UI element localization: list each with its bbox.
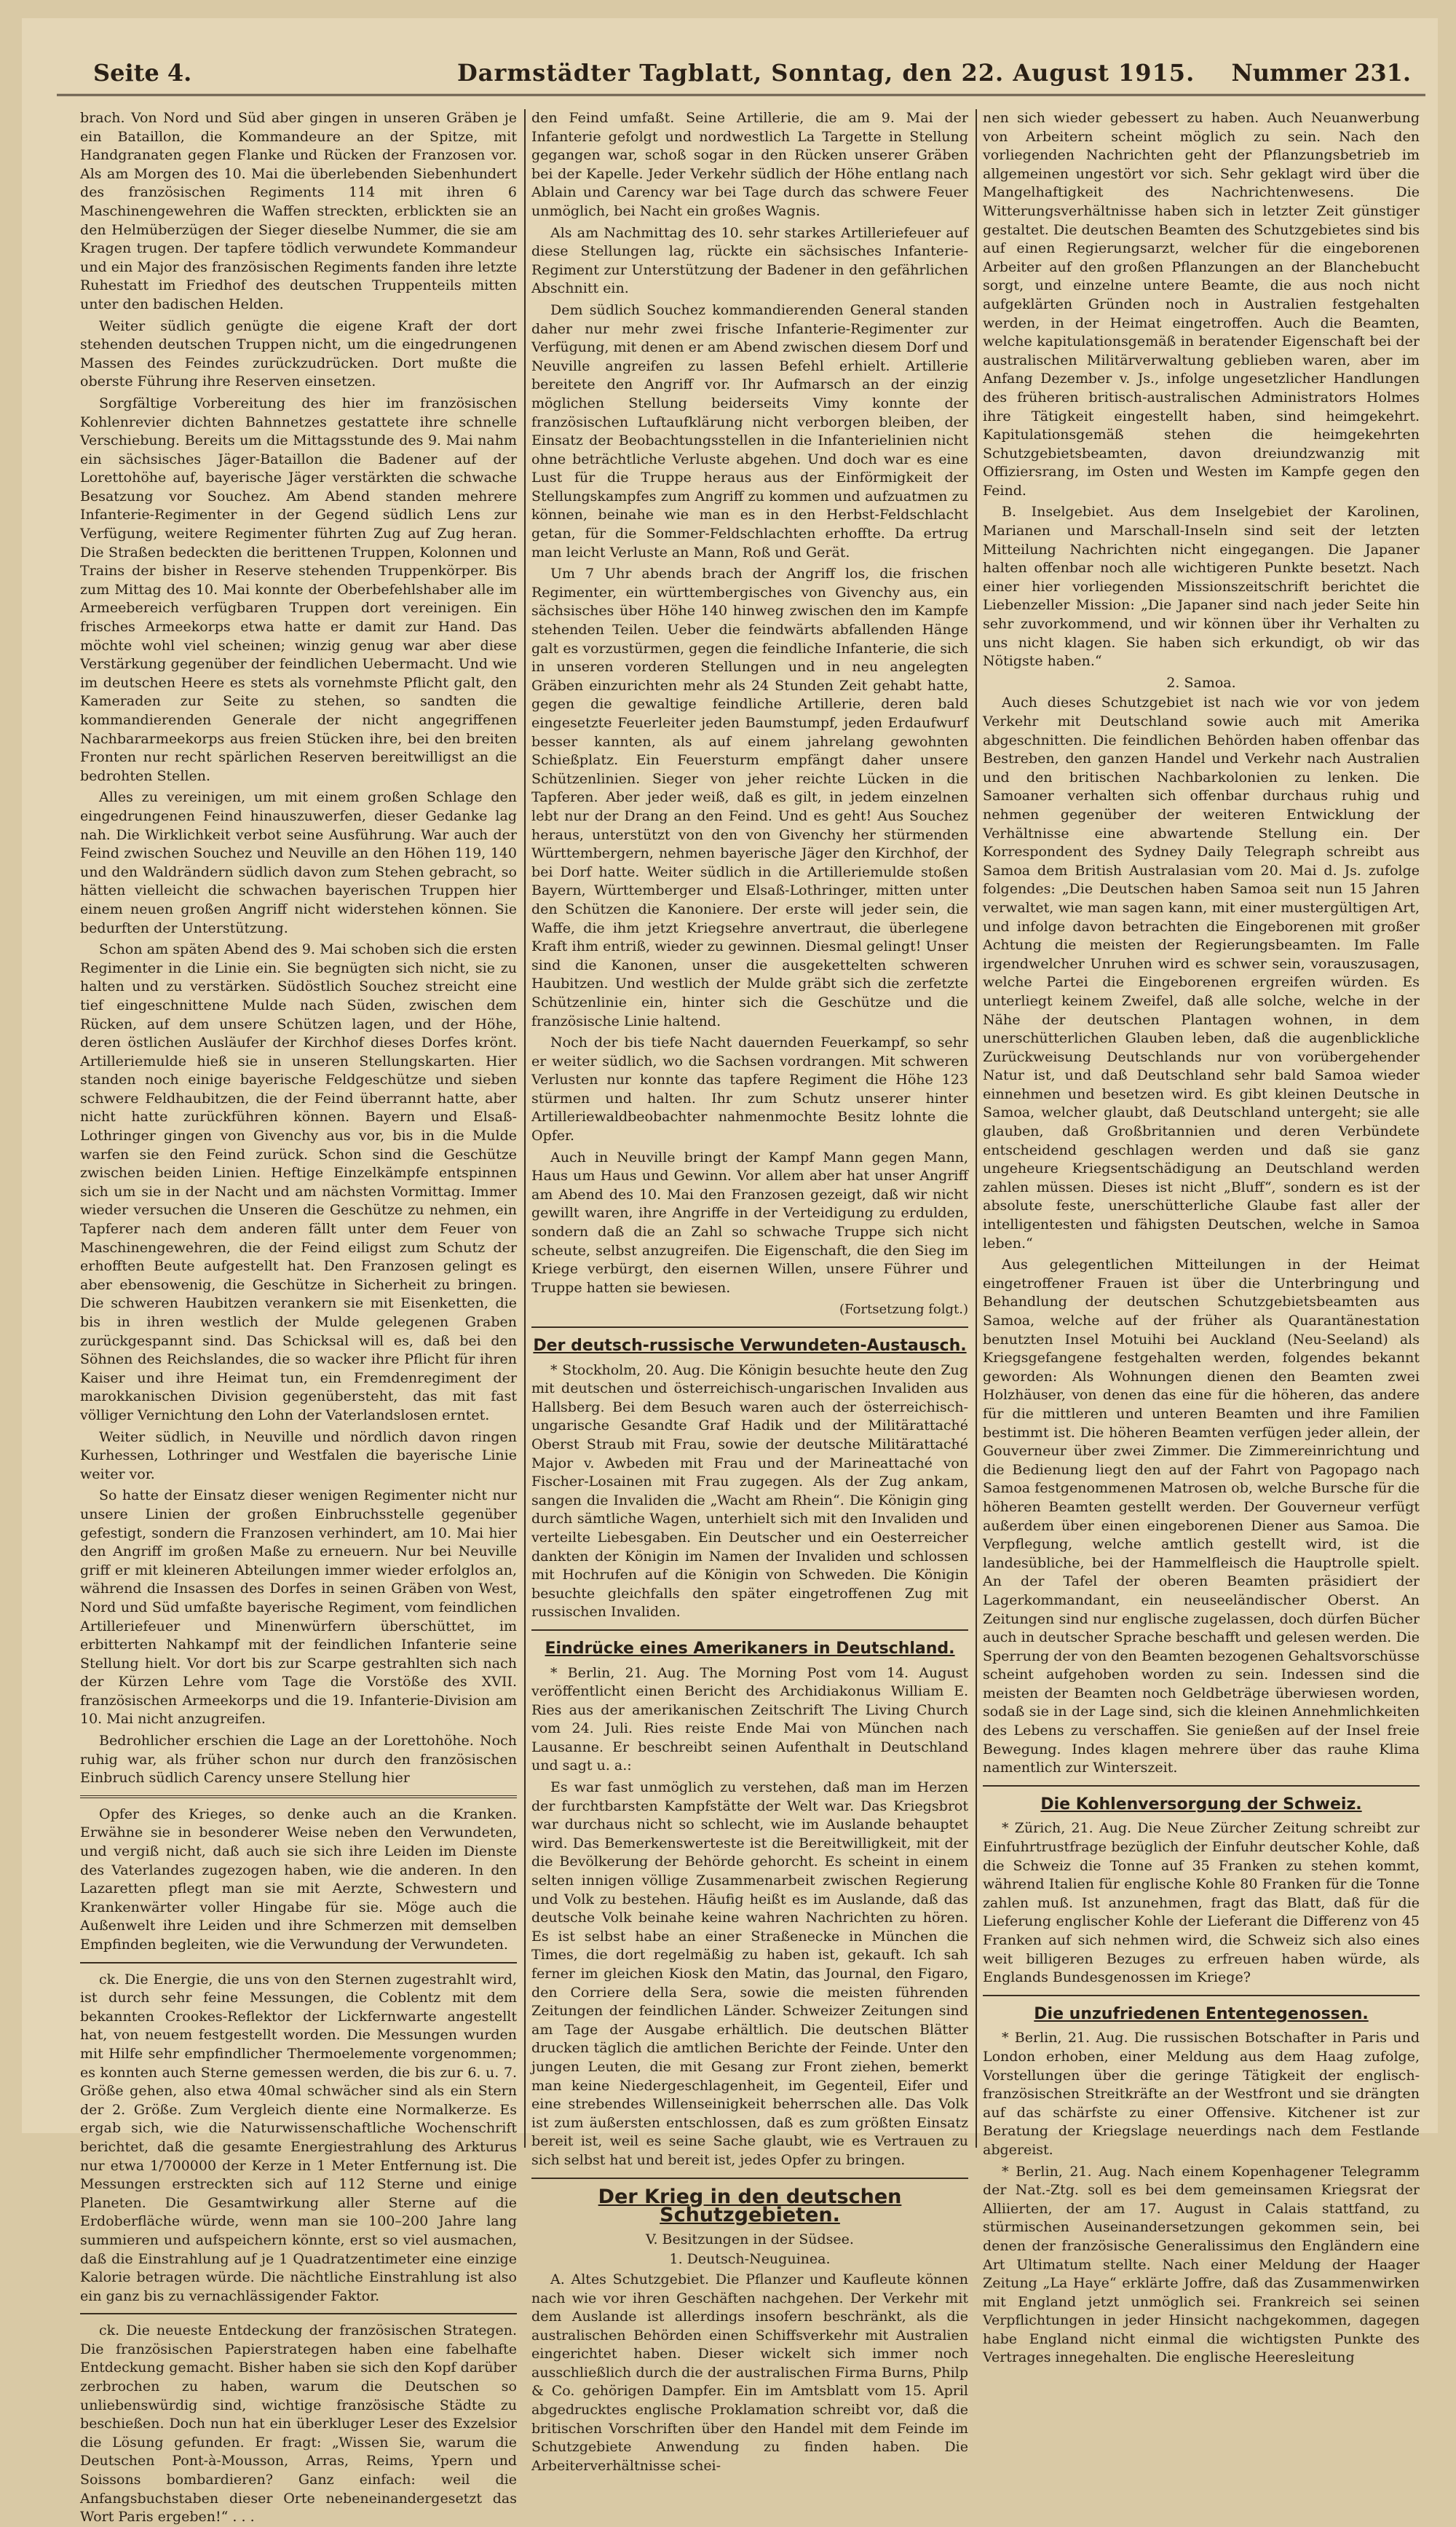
section-rule bbox=[80, 1795, 517, 1798]
paper-title-date: Darmstädter Tagblatt, Sonntag, den 22. August 1915. bbox=[457, 59, 1195, 87]
headline-wounded-exchange: Der deutsch-russische Verwundeten-Austausch. bbox=[533, 1337, 967, 1355]
masthead bbox=[57, 53, 1425, 96]
headline-entente-allies: Die unzufriedenen Ententegenossen. bbox=[1034, 2004, 1369, 2023]
section-rule bbox=[983, 1785, 1420, 1787]
war-report-paragraph: Als am Nachmittag des 10. sehr starkes Artilleriefeuer auf diese Stellungen lag, rückte ein sächsisches Infanterie-Regiment zur Unterstützung der Badener in den gefährlichen Abschnitt ein. bbox=[531, 224, 968, 297]
swiss-coal-article: * Zürich, 21. Aug. Die Neue Zürcher Zeitung schreibt zur Einfuhrtrustfrage bezüglich der Einfuhr deutscher Kohle, daß die Schweiz die Tonne auf 35 Franken zu stehen kommt, während Italien für englische Kohle 80 Franken für die Tonne zahlen muß. Ist anzunehmen, fragt das Blatt, daß für die Lieferung englischer Kohle der Lieferant die Differenz von 45 Franken auf sich nehmen wird, die Schweiz sich also eines weit billigeren Bezuges zu erfreuen haben würde, als Englands Bundesgenossen im Kriege? bbox=[983, 1820, 1420, 1986]
war-report-paragraph: Um 7 Uhr abends brach der Angriff los, die frischen Regimenter, ein württembergisches von Givenchy aus, ein sächsisches über Höhe 140 hinweg zwischen den im Kampfe stehenden Teilen. Ueber die feindwärts abfallenden Hänge galt es vorzustürmen, gegen die feindliche Infanterie, die sich in unseren vorderen Stellungen und in neu angelegten Gräben einzurichten mehr als 24 Stunden Zeit gehabt hatte, gegen die gewaltige feindliche Artillerie, deren bald eingesetzte Feuerleiter jeden Baumstumpf, jeden Erdaufwurf besser kannten, als auf einem jahrelang gewohnten Schießplatz. Ein Feuersturm empfängt daher unsere Schützenlinien. Sieger von jeher reichte Lücken in die Tapferen. Aber jeder weiß, daß es gilt, in jedem einzelnen lebt nur der Drang an den Feind. Und es geht! Aus Souchez heraus, unterstützt von den von Givenchy her stürmenden Württembergern, nehmen bayerische Jäger den Kirchhof, der bei Dorf hatte. Weiter südlich in die Artilleriemulde stoßen Bayern, Württemberger und Elsaß-Lothringer, mitten unter den Schützen die Kanoniere. Der erste will jeder sein, die Waffe, die ihm jetzt Kriegsehre anvertraut, die überlegene Kraft ihm entriß, wieder zu gewinnen. Diesmal gelingt! Unser sind die Kanonen, unser die ausgekettelten schweren Haubitzen. Und westlich der Mulde gräbt sich die zerfetzte Schützenlinie ein, hinter sich die Geschütze und die französische Linie haltend. bbox=[531, 566, 968, 1029]
war-report-paragraph: Dem südlich Souchez kommandierenden General standen daher nur mehr zwei frische Infanterie-Regimenter zur Verfügung, mit denen er am Abend zwischen diesem Dorf und Neuville angreifen zu lassen Befehl erhielt. Artillerie bereitete den Angriff vor. Ihr Aufmarsch an der einzig möglichen Stellung beiderseits Vimy konnte der französischen Luftaufklärung nicht verborgen bleiben, der Einsatz der Beobachtungsstellen in die Infanterielinien nicht ohne beträchtliche Verluste abgehen. Und doch war es eine Lust für die Truppe heraus aus der Einförmigkeit der Stellungskampfes zum Angriff zu kommen und aufzuatmen zu können, beinahe wie man es in den Herbst-Feldschlacht getan, für die Sommer-Feldschlachten erhoffte. Da ertrug man leicht Verluste an Mann, Roß und Gerät. bbox=[531, 301, 968, 561]
column-2 bbox=[531, 109, 968, 2474]
samoa-article: Auch dieses Schutzgebiet ist nach wie vor von jedem Verkehr mit Deutschland sowie auch mit Amerika abgeschnitten. Die feindlichen Behörden haben offenbar das Bestreben, den ganzen Handel und Verkehr nach Australien und den britischen Nachbarkolonien zu lenken. Die Samoaner verhalten sich offenbar durchaus ruhig und nehmen gegenüber der weiteren Entwicklung der Verhältnisse eine abwartende Stellung ein. Der Korrespondent des Sydney Daily Telegraph schreibt aus Samoa dem British Australasian vom 20. Mai d. Js. zufolge folgendes: „Die Deutschen haben Samoa seit nun 15 Jahren verwaltet, wie man sagen kann, mit einer mustergültigen Art, und infolge davon betrachten die Eingeborenen mit großer Achtung die meisten der Regierungsbeamten. Im Falle irgendwelcher Unruhen wird es schwer sein, vorauszusagen, welche Partei die Eingeborenen ergreifen würden. Es unterliegt keinem Zweifel, daß alle solche, welche in der Nähe der deutschen Plantagen wohnen, in dem unerschütterlichen Glauben leben, daß die augenblickliche Zurückweisung Deutschlands nur von vorübergehender Natur ist, und daß Deutschland sehr bald Samoa wieder einnehmen und besetzen wird. Es gibt kleinen Deutsche in Samoa, welcher glaubt, daß Deutschland untergeht; sie alle glauben, daß Großbritannien und deren Verbündete entscheidend geschlagen werden und daß sie ganz ungeheure Kriegsentschädigung an Deutschland werden zahlen müssen. Dieses ist nicht „Bluff“, sondern es ist der absolute feste, unerschütterliche Glaube fast aller der intelligentesten und fähigsten Deutschen, welche in Samoa leben.“ bbox=[983, 695, 1420, 1251]
section-rule bbox=[983, 1995, 1420, 1996]
war-report-paragraph: Weiter südlich, in Neuville und nördlich davon ringen Kurhessen, Lothringer und Westfalen die bayerische Linie weiter vor. bbox=[80, 1428, 517, 1482]
colonies-article: B. Inselgebiet. Aus dem Inselgebiet der Karolinen, Marianen und Marschall-Inseln sind seit der letzten Mitteilung Nachrichten nicht eingegangen. Die Japaner halten offenbar noch alle wichtigeren Punkte besetzt. Nach einer hier vorliegenden Missionszeitschrift berichtet die Liebenzeller Mission: „Die Japaner sind nach jeder Seite hin sehr zuvorkommend, und wir können über ihr Verhalten zu uns nicht klagen. Sie haben sich erkundigt, ob wir das Nötigste haben.“ bbox=[983, 504, 1420, 670]
column-3 bbox=[983, 109, 1420, 2366]
star-energy-article: ck. Die Energie, die uns von den Sternen zugestrahlt wird, ist durch sehr feine Messungen, die Coblentz mit dem bekannten Crookes-Reflektor der Lickfernwarte angestellt hat, von neuem festgestellt worden. Die Messungen wurden mit Hilfe sehr empfindlicher Thermoelemente vorgenommen; es konnten auch Sterne gemessen werden, die bis zur 6. u. 7. Größe gehen, also etwa 40mal schwächer sind als ein Stern der 2. Größe. Zum Vergleich diente eine Normalkerze. Es ergab sich, wie die Naturwissenschaftliche Wochenschrift berichtet, daß die gesamte Energiestrahlung des Arkturus nur etwa 1/700000 der Kerze in 1 Meter Entfernung ist. Die Messungen erstreckten sich auf 112 Sterne und einige Planeten. Die Gesamtwirkung aller Sterne auf die Erdoberfläche würde, wenn man sie 100–200 Jahre lang summieren und aufspeichern könnte, erst so viel ausmachen, daß die Einstrahlung auf je 1 Quadratzentimeter eine einzige Kalorie betragen würde. Die nächtliche Einstrahlung ist also ein ganz bis zu vernachlässigender Faktor. bbox=[80, 1971, 517, 2304]
colonies-article: A. Altes Schutzgebiet. Die Pflanzer und Kaufleute können nach wie vor ihren Geschäften nachgehen. Der Verkehr mit dem Auslande ist allerdings insofern beschränkt, als die australischen Behörden einen Schiffsverkehr mit Australien eingerichtet haben. Dieser wickelt sich immer noch ausschließlich durch die der australischen Firma Burns, Philp & Co. gehörigen Dampfer. Ein im Amtsblatt vom 15. April abgedrucktes englische Proklamation schreibt vor, daß die britischen Vorschriften über den Handel mit dem Feinde im Schutzgebiete Anwendung zu finden haben. Die Arbeiterverhältnisse schei- bbox=[531, 2271, 968, 2474]
colonies-article: nen sich wieder gebessert zu haben. Auch Neuanwerbung von Arbeitern scheint möglich zu sein. Nach den vorliegenden Nachrichten geht der Pflanzungsbetrieb im allgemeinen ungestört vor sich. Sehr geklagt wird über die Mangelhaftigkeit des Nachrichtenwesens. Die Witterungsverhältnisse haben sich in letzter Zeit günstiger gestaltet. Die deutschen Beamten des Schutzgebietes sind bis auf einen Regierungsarzt, welcher für die eingeborenen Arbeiter auf den großen Pflanzungen an der Blanchebucht sorgt, und einzelne untere Beamte, die aus noch nicht aufgeklärten Gründen noch in Australien festgehalten werden, in der Heimat eingetroffen. Auch die Beamten, welche kapitulationsgemäß in beratender Eigenschaft bei der australischen Militärverwaltung geblieben waren, aber im Anfang Dezember v. Js., infolge ungesetzlicher Handlungen des früheren britisch-australischen Administrators Holmes ihre Tätigkeit eingestellt haben, sind heimgekehrt. Kapitulationsgemäß stehen die heimgekehrten Schutzgebietsbeamten, davon dreiundzwanzig mit Offiziersrang, im Osten und Westen im Kampfe gegen den Feind. bbox=[983, 110, 1420, 499]
column-rule-1 bbox=[524, 109, 526, 2148]
headline-american-impressions: Eindrücke eines Amerikaners in Deutschland. bbox=[545, 1639, 955, 1658]
war-report-paragraph: brach. Von Nord und Süd aber gingen in unseren Gräben je ein Bataillon, die Kommandeure an der Spitze, mit Handgranaten gegen Flanke und Rücken der Franzosen vor. Als am Morgen des 10. Mai die überlebenden Siebenhundert des französischen Regiments 114 mit ihren 6 Maschinengewehren die Waffen streckten, erblickten sie an den Helmüberzügen der Sieger dieselbe Nummer, die sie am Kragen trugen. Der tapfere tödlich verwundete Kommandeur und ein Major des französischen Regiments fanden ihre letzte Ruhestatt im Friedhof des deutschen Truppenteils mitten unter den badischen Helden. bbox=[80, 110, 517, 312]
wounded-exchange-article: * Stockholm, 20. Aug. Die Königin besuchte heute den Zug mit deutschen und österreichisch-ungarischen Invaliden aus Hallsberg. Bei dem Besuch waren auch der österreichisch-ungarische Gesandte Graf Hadik und der Militärattaché Oberst Straub mit Frau, sowie der deutsche Militärattaché Major v. Awbeden mit Frau und der Marineattaché von Fischer-Losainen mit Frau zugegen. Als der Zug ankam, sangen die Invaliden die „Wacht am Rhein“. Die Königin ging durch sämtliche Wagen, unterhielt sich mit den Invaliden und verteilte Liebesgaben. Ein Deutscher und ein Oesterreicher dankten der Königin im Namen der Invaliden und schlossen mit Hochrufen auf die Königin von Schweden. Die Königin besuchte gleichfalls den später eingetroffenen Zug mit russischen Invaliden. bbox=[531, 1361, 968, 1621]
war-report-paragraph: Auch in Neuville bringt der Kampf Mann gegen Mann, Haus um Haus und Gewinn. Vor allem aber hat unser Angriff am Abend des 10. Mai den Franzosen gezeigt, daß wir nicht gewillt waren, ihre Angriffe in der Verteidigung zu erdulden, sondern daß die an Zahl so schwache Truppe sich nicht scheute, selbst anzugreifen. Die Eigenschaft, die den Sieg im Kriege verbürgt, den eisernen Willen, unsere Führer und Truppe hatten sie bewiesen. bbox=[531, 1149, 968, 1296]
page-number: Seite 4. bbox=[93, 59, 192, 87]
headline-colonies-war: Der Krieg in den deutschen Schutzgebieten. bbox=[598, 2185, 902, 2227]
section-rule bbox=[531, 1326, 968, 1328]
colonies-subheading: 1. Deutsch-Neuguinea. bbox=[669, 2251, 831, 2268]
sick-soldiers-article: Opfer des Krieges, so denke auch an die Kranken. Erwähne sie in besonderer Weise neben den Verwundeten, und vergiß nicht, daß auch sie sich ihre Leiden im Dienste des Vaterlandes zugezogen haben, wie die anderen. In den Lazaretten pflegt man sie mit Aerzte, Schwestern und Krankenwärter voller Hingabe für sie. Möge auch die Außenwelt ihre Leiden und ihre Schmerzen mit demselben Empfinden begleiten, wie die Verwundung der Verwundeten. bbox=[80, 1806, 517, 1953]
column-1 bbox=[80, 109, 517, 2526]
column-rule-2 bbox=[976, 109, 977, 2148]
war-report-paragraph: Sorgfältige Vorbereitung des hier im französischen Kohlenrevier dichten Bahnnetzes gestattete ihre schnelle Verschiebung. Bereits um die Mittagsstunde des 9. Mai nahm ein sächsisches Jäger-Bataillon die Badener auf der Lorettohöhe auf, bayerische Jäger verstärkten die schwache Besatzung vor Souchez. Am Abend standen mehrere Infanterie-Regimenter in der Gegend südlich Lens zur Verfügung, weitere Regimenter führten Zug auf Zug heran. Die Straßen bedeckten die berittenen Truppen, Kolonnen und Trains der bisher in Reserve stehenden Truppenkörper. Bis zum Mittag des 10. Mai konnte der Oberbefehlshaber alle im Armeebereich verfügbaren Truppen dort vereinigen. Ein frisches Armeekorps etwa hatte er damit zur Hand. Das möchte wohl viel scheinen; winzig genug war aber diese Verstärkung gegenüber der feindlichen Uebermacht. Und wie im deutschen Heere es stets als vornehmste Pflicht galt, den Kameraden zur Seite zu stehen, so sandten die kommandierenden Generale der nicht angegriffenen Nachbararmeekorps aus freien Stücken ihre, bei den breiten Fronten nur recht spärlichen Reserven bereitwilligst an die bedrohten Stellen. bbox=[80, 395, 517, 784]
war-report-paragraph: Schon am späten Abend des 9. Mai schoben sich die ersten Regimenter in die Linie ein. Sie begnügten sich nicht, sie zu halten und zu verstärken. Südöstlich Souchez streicht eine tief eingeschnittene Mulde nach Süden, zwischen dem Rücken, auf dem unsere Schützen lagen, und der Höhe, deren östlichen Ausläufer der Kirchhof dieses Dorfes krönt. Artilleriemulde hieß sie in unseren Stellungskarten. Hier standen noch einige bayerische Feldgeschütze und sieben schwere Feldhaubitzen, die der Feind überrannt hatte, aber nicht hatte zurückführen können. Bayern und Elsaß-Lothringer gingen von Givenchy aus vor, bis in die Mulde warfen sie den Feind zurück. Schon sind die Geschütze zwischen beiden Linien. Heftige Einzelkämpfe entspinnen sich um sie in der Nacht und am nächsten Vormittag. Immer wieder versuchen die Unseren die Geschütze zu nehmen, ein Tapferer nach dem anderen fällt unter dem Feuer von Maschinengewehren, die der Feind eiligst zum Schutz der erhofften Beute aufgestellt hat. Den Franzosen gelingt es aber ebensowenig, die Geschütze in Sicherheit zu bringen. Die schweren Haubitzen verankern sie mit Eisenketten, die bis in ihren westlich der Mulde gelegenen Graben zurückgespannt sind. Das Schicksal will es, daß bei den Söhnen des Reichslandes, die so wacker ihre Pflicht für ihren Kaiser und ihre Heimat tun, ein Fremdenregiment der marokkanischen Division gegenübersteht, das mit fast völliger Vernichtung den Lohn der Vaterlandslosen erntet. bbox=[80, 941, 517, 1423]
american-article-paragraph: * Berlin, 21. Aug. The Morning Post vom 14. August veröffentlicht einen Bericht des Archidiakonus William E. Ries aus der amerikanischen Zeitschrift The Living Church vom 24. Juli. Ries reiste Ende Mai von München nach Lausanne. Er beschreibt seinen Aufenthalt in Deutschland und sagt u. a.: bbox=[531, 1664, 968, 1774]
section-rule bbox=[531, 1629, 968, 1631]
war-report-paragraph: den Feind umfaßt. Seine Artillerie, die am 9. Mai der Infanterie gefolgt und nordwestlich La Targette in Stellung gegangen war, schoß sogar in den Rücken unserer Gräben bei der Kapelle. Jeder Verkehr südlich der Höhe entlang nach Ablain und Carency war bei Tage durch das schwere Feuer unmöglich, bei Nacht ein großes Wagnis. bbox=[531, 110, 968, 219]
continuation-note: (Fortsetzung folgt.) bbox=[839, 1302, 968, 1318]
samoa-article: Aus gelegentlichen Mitteilungen in der Heimat eingetroffener Frauen ist über die Unterbringung und Behandlung der deutschen Schutzgebietsbeamten aus Samoa, welche auf der früher als Quarantänestation benutzten Insel Motuihi bei Auckland (Neu-Seeland) als Kriegsgefangene festgehalten werden, folgendes bekannt geworden: Als Wohnungen dienen den Beamten zwei Holzhäuser, von denen das eine für die höheren, das andere für die mittleren und unteren Beamten und ihre Familien bestimmt ist. Die höheren Beamten verfügen jeder allein, der Gouverneur über zwei Zimmer. Die Zimmereinrichtung und die Bedienung liegt den auf der Fahrt von Pagopago nach Samoa festgenommenen Matrosen ob, welche Bursche für die höheren Beamten gestellt werden. Der Gouverneur verfügt außerdem über einen eingeborenen Diener aus Samoa. Die Verpflegung, welche amtlich gestellt wird, ist die landesübliche, bei der Hammelfleisch die Hauptrolle spielt. An der Tafel der oberen Beamten präsidiert der Lagerkommandant, ein neuseeländischer Oberst. An Zeitungen sind nur englische zugelassen, doch dürfen Bücher auch in deutscher Sprache beschafft und gelesen werden. Die Sperrung der von den Beamten bezogenen Gehaltsvorschüsse scheint aufgehoben worden zu sein. Indessen sind die meisten der Beamten noch Geldbeträge überwiesen worden, sodaß sie in der Lage sind, sich die kleinen Annehmlichkeiten des Lebens zu verschaffen. Sie genießen auf der Insel freie Bewegung. Indes klagen mehrere über das rauhe Klima namentlich zur Winterszeit. bbox=[983, 1257, 1420, 1776]
colonies-subheading: V. Besitzungen in der Südsee. bbox=[646, 2231, 854, 2247]
entente-article-paragraph: * Berlin, 21. Aug. Die russischen Botschafter in Paris und London erhoben, einer Meldung aus dem Haag zufolge, Vorstellungen über die geringe Tätigkeit der englisch-französischen Streitkräfte an der Westfront und sie drängten auf das schärfste zu einer Offensive. Kitchener ist zur Beratung der Kriegslage neuerdings nach dem Festlande abgereist. bbox=[983, 2030, 1420, 2158]
section-rule bbox=[80, 2313, 517, 2314]
headline-swiss-coal: Die Kohlenversorgung der Schweiz. bbox=[1040, 1795, 1362, 1814]
entente-article-paragraph: * Berlin, 21. Aug. Nach einem Kopenhagener Telegramm der Nat.-Ztg. soll es bei dem gemeinsamen Kriegsrat der Alliierten, der am 17. August in Calais stattfand, zu stürmischen Auseinandersetzungen gekommen sein, bei denen der französische Generalissimus den Engländern eine Art Ultimatum stellte. Nach einer Meldung der Haager Zeitung „La Haye“ erklärte Joffre, daß das Zusammenwirken mit England jetzt unmöglich sei. Frankreich sei seinen Verpflichtungen in jeder Hinsicht nachgekommen, dagegen habe England nicht einmal die wichtigsten Punkte des Vertrages innegehalten. Die englische Heeresleitung bbox=[983, 2163, 1420, 2366]
war-report-paragraph: Bedrohlicher erschien die Lage an der Lorettohöhe. Noch ruhig war, als früher schon nur durch den französischen Einbruch südlich Carency unsere Stellung hier bbox=[80, 1733, 517, 1787]
war-report-paragraph: Weiter südlich genügte die eigene Kraft der dort stehenden deutschen Truppen nicht, um die eingedrungenen Massen des Feindes zurückzudrücken. Dort mußte die oberste Führung ihre Reserven einsetzen. bbox=[80, 317, 517, 390]
newspaper-page bbox=[22, 18, 1438, 2526]
samoa-subheading: 2. Samoa. bbox=[1166, 674, 1236, 691]
war-report-paragraph: So hatte der Einsatz dieser wenigen Regimenter nicht nur unsere Linien der großen Einbruchsstelle gegenüber gefestigt, sondern die Franzosen verhindert, am 10. Mai hier den Angriff im großen Maße zu erneuern. Nur bei Neuville griff er mit kleineren Abteilungen immer wieder erfolglos an, während die Insassen des Dorfes in seinen Gräben von West, Nord und Süd umfaßte bayerische Regiment, vom feindlichen Artilleriefeuer und Minenwürfern überschüttet, im erbitterten Nahkampf mit der feindlichen Infanterie seine Stellung hielt. Vor dort bis zur Scarpe gestrahlten sich nach der Kürzen Lehre vom Tage die Vorstöße des XVII. französischen Armeekorps und die 19. Infanterie-Division am 10. Mai nicht anzugreifen. bbox=[80, 1487, 517, 1728]
section-rule bbox=[531, 2178, 968, 2179]
american-article-paragraph: Es war fast unmöglich zu verstehen, daß man im Herzen der furchtbarsten Kampfstätte der Welt war. Das Kriegsbrot war durchaus nicht so schlecht, wie im Auslande behauptet wird. Das Bemerkenswerteste ist die Bereitwilligkeit, mit der die Bevölkerung der Behörde gehorcht. Es scheint in einem selten innigen völlige Zusammenarbeit zwischen Regierung und Volk zu bestehen. Häufig heißt es im Auslande, daß das deutsche Volk beinahe keine wahren Nachrichten zu hören. Es ist selbst habe an einer Straßenecke in München die Times, die dort regelmäßig zu haben ist, gekauft. Ich sah ferner im gleichen Kiosk den Matin, das Journal, den Figaro, den Corriere della Sera, sowie die meisten führenden Zeitungen der feindlichen Länder. Schweizer Zeitungen sind am Tage der Ausgabe erhältlich. Die deutschen Blätter drucken täglich die amtlichen Berichte der Feinde. Unter den jungen Leuten, die mit Gesang zur Front ziehen, bemerkt man keine Niedergeschlagenheit, im Gegenteil, Eifer und eine strebendes Willenseinigkeit beherrschen alle. Das Volk ist zum äußersten entschlossen, daß es zum größten Einsatz bereit ist, weil es seine Sache glaubt, wie es Vertrauen zu sich selbst hat und bereit ist, jedes Opfer zu bringen. bbox=[531, 1779, 968, 2168]
section-rule bbox=[80, 1962, 517, 1964]
war-report-paragraph: Noch der bis tiefe Nacht dauernden Feuerkampf, so sehr er weiter südlich, wo die Sachsen vordrangen. Mit schweren Verlusten nur konnte das tapfere Regiment die Höhe 123 stürmen und halten. Ihr zum Schutz unserer hinter Artilleriewaldbeobachter nahmenmochte Besitz lohnte die Opfer. bbox=[531, 1035, 968, 1144]
war-report-paragraph: Alles zu vereinigen, um mit einem großen Schlage den eingedrungenen Feind hinauszuwerfen, dieser Gedanke lag nah. Die Wirklichkeit verbot seine Ausführung. War auch der Feind zwischen Souchez und Neuville an den Höhen 119, 140 und den Waldrändern südlich davon zum Stehen gebracht, so hätten vielleicht die schwachen bayerischen Truppen hier einem neuen großen Angriff nicht widerstehen können. Sie bedurften der Unterstützung. bbox=[80, 789, 517, 936]
french-strategists-article: ck. Die neueste Entdeckung der französischen Strategen. Die französischen Papierstrategen haben eine fabelhafte Entdeckung gemacht. Bisher haben sie sich den Kopf darüber zerbrochen zu haben, warum die Deutschen so unliebenswürdig sind, wichtige französische Städte zu beschießen. Doch nun hat ein überkluger Leser des Exzelsior die Lösung gefunden. Er fragt: „Wissen Sie, warum die Deutschen Pont-à-Mousson, Arras, Reims, Ypern und Soissons bombardieren? Ganz einfach: weil die Anfangsbuchstaben dieser Orte nebeneinandergesetzt das Wort Paris ergeben!“ . . . bbox=[80, 2322, 517, 2526]
issue-number: Nummer 231. bbox=[1231, 59, 1411, 87]
